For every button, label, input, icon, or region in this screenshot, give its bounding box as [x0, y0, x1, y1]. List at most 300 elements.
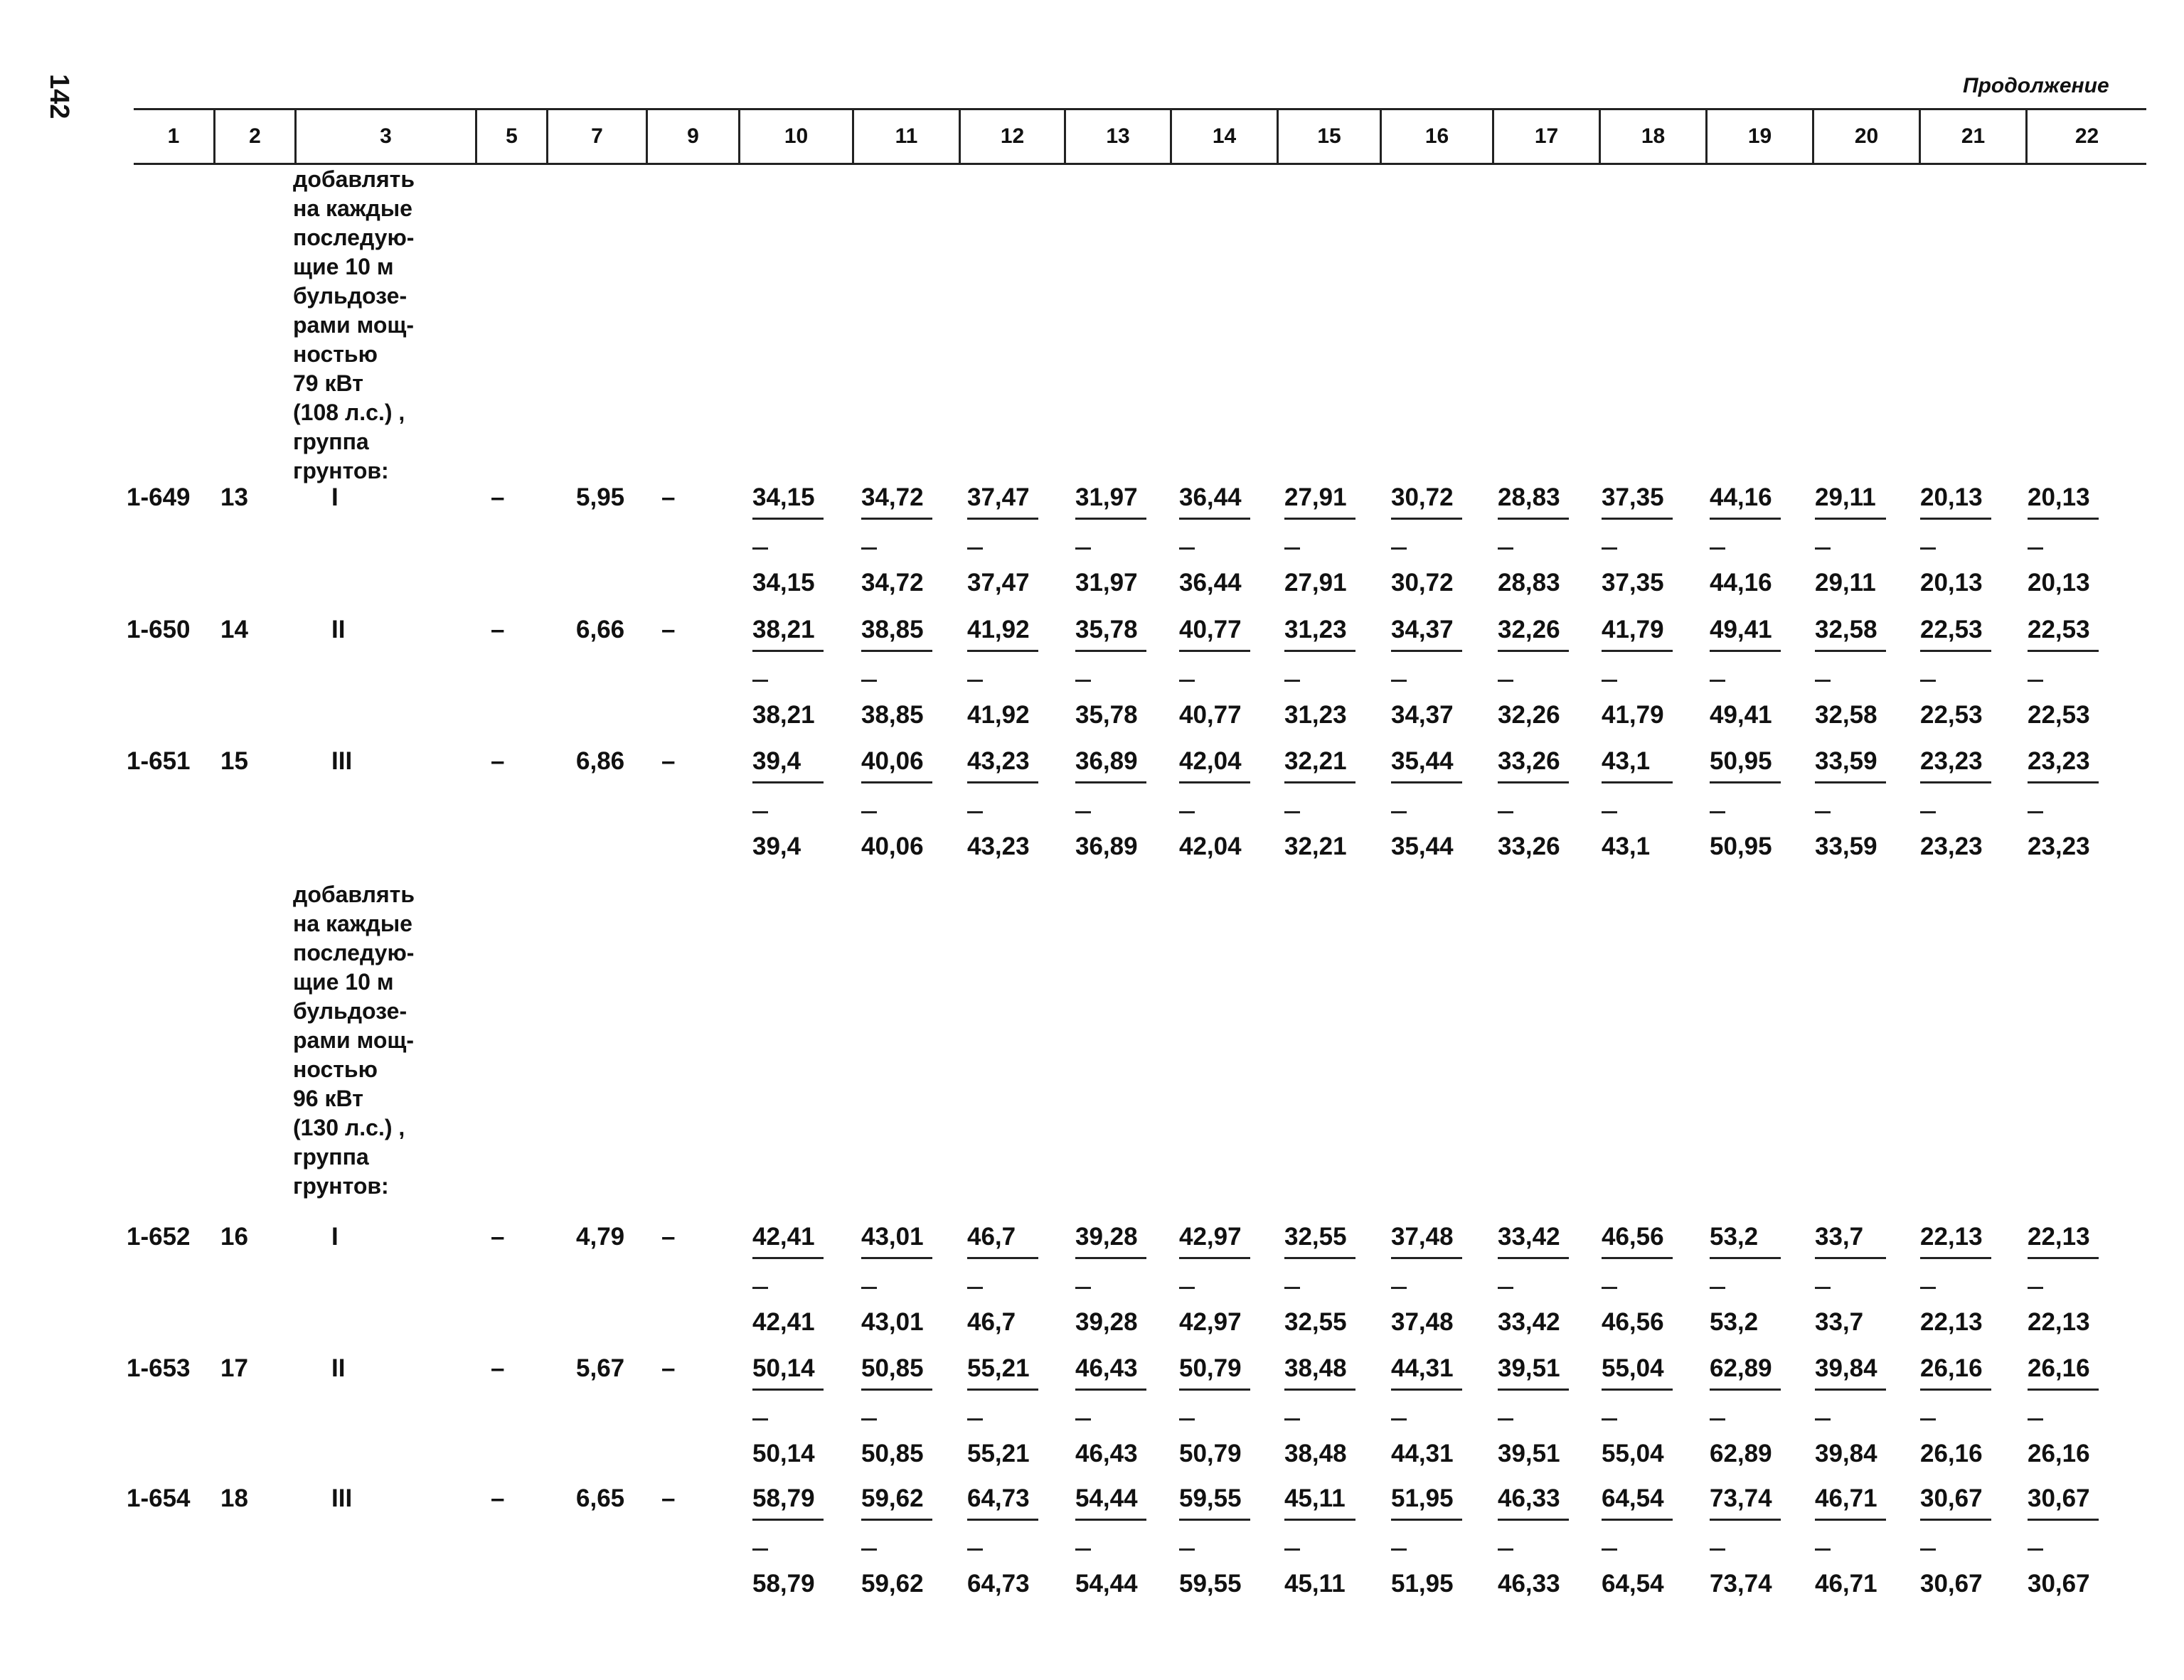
cell-col-9: –: [661, 616, 676, 643]
numerator-dash: [1179, 1287, 1195, 1289]
fraction-bar: [1920, 1257, 1991, 1259]
row-number: 17: [220, 1354, 248, 1382]
header-col-22: 22: [2025, 110, 2146, 163]
value-numerator: 26,16: [2028, 1354, 2090, 1382]
numerator-dash: [1498, 547, 1513, 550]
value-numerator: 50,14: [752, 1354, 815, 1382]
fraction-bar: [1920, 1519, 1991, 1521]
cell-col-7: 4,79: [576, 1223, 625, 1251]
fraction-bar: [861, 518, 932, 520]
numerator-dash: [967, 1287, 983, 1289]
value-denominator: 30,72: [1391, 569, 1454, 596]
value-denominator: 34,15: [752, 569, 815, 596]
value-numerator: 38,21: [752, 616, 815, 643]
value-denominator: 40,06: [861, 833, 924, 860]
numerator-dash: [967, 1548, 983, 1551]
fraction-bar: [1179, 518, 1250, 520]
value-denominator: 41,79: [1602, 701, 1664, 729]
value-denominator: 35,78: [1075, 701, 1138, 729]
soil-group: I: [331, 483, 339, 511]
numerator-dash: [1498, 811, 1513, 813]
numerator-dash: [1179, 680, 1195, 682]
value-denominator: 55,04: [1602, 1440, 1664, 1467]
fraction-bar: [1075, 781, 1146, 783]
fraction-bar: [1284, 1389, 1355, 1391]
fraction-bar: [1710, 1389, 1781, 1391]
description-line: рами мощ-: [293, 312, 415, 338]
value-denominator: 50,79: [1179, 1440, 1242, 1467]
value-denominator: 33,26: [1498, 833, 1560, 860]
header-col-18: 18: [1599, 110, 1705, 163]
numerator-dash: [861, 1548, 877, 1551]
numerator-dash: [1284, 680, 1300, 682]
numerator-dash: [1284, 811, 1300, 813]
value-denominator: 32,26: [1498, 701, 1560, 729]
fraction-bar: [1710, 1519, 1781, 1521]
header-col-17: 17: [1492, 110, 1599, 163]
row-number: 18: [220, 1484, 248, 1512]
fraction-bar: [1075, 518, 1146, 520]
value-denominator: 22,53: [1920, 701, 1983, 729]
cell-col-5: –: [491, 1223, 505, 1251]
header-col-5: 5: [475, 110, 546, 163]
cell-col-9: –: [661, 1484, 676, 1512]
fraction-bar: [1602, 1389, 1673, 1391]
value-denominator: 34,37: [1391, 701, 1454, 729]
description-line: щие 10 м: [293, 254, 394, 279]
numerator-dash: [1075, 680, 1091, 682]
fraction-bar: [1710, 781, 1781, 783]
header-col-12: 12: [959, 110, 1064, 163]
numerator-dash: [1284, 1548, 1300, 1551]
page-number: 142: [44, 74, 74, 119]
row-number: 15: [220, 747, 248, 775]
value-numerator: 37,35: [1602, 483, 1664, 511]
numerator-dash: [1179, 811, 1195, 813]
value-denominator: 37,47: [967, 569, 1030, 596]
description-line: грунтов:: [293, 458, 389, 483]
value-denominator: 36,44: [1179, 569, 1242, 596]
fraction-bar: [1284, 781, 1355, 783]
value-numerator: 32,58: [1815, 616, 1877, 643]
fraction-bar: [1602, 650, 1673, 652]
value-numerator: 32,26: [1498, 616, 1560, 643]
row-code: 1-653: [127, 1354, 191, 1382]
numerator-dash: [1391, 1287, 1407, 1289]
cell-col-7: 6,86: [576, 747, 625, 775]
numerator-dash: [1602, 811, 1617, 813]
header-col-7: 7: [546, 110, 646, 163]
header-col-19: 19: [1705, 110, 1812, 163]
description-line: на каждые: [293, 911, 412, 936]
fraction-bar: [1602, 518, 1673, 520]
fraction-bar: [861, 650, 932, 652]
value-denominator: 64,54: [1602, 1570, 1664, 1598]
cell-col-9: –: [661, 747, 676, 775]
value-numerator: 34,37: [1391, 616, 1454, 643]
fraction-bar: [1710, 650, 1781, 652]
group-description: [293, 165, 415, 486]
value-numerator: 39,28: [1075, 1223, 1138, 1251]
value-denominator: 30,67: [2028, 1570, 2090, 1598]
header-col-21: 21: [1919, 110, 2025, 163]
value-numerator: 45,11: [1284, 1484, 1346, 1512]
numerator-dash: [1284, 1418, 1300, 1420]
value-numerator: 36,44: [1179, 483, 1242, 511]
value-numerator: 59,55: [1179, 1484, 1242, 1512]
header-col-10: 10: [738, 110, 852, 163]
value-numerator: 42,97: [1179, 1223, 1242, 1251]
value-numerator: 39,4: [752, 747, 801, 775]
soil-group: III: [331, 1484, 353, 1512]
row-number: 13: [220, 483, 248, 511]
fraction-bar: [1179, 650, 1250, 652]
value-numerator: 41,79: [1602, 616, 1664, 643]
value-numerator: 42,04: [1179, 747, 1242, 775]
value-numerator: 41,92: [967, 616, 1030, 643]
numerator-dash: [1602, 1548, 1617, 1551]
numerator-dash: [1815, 1287, 1831, 1289]
description-line: щие 10 м: [293, 969, 394, 995]
fraction-bar: [1920, 518, 1991, 520]
fraction-bar: [967, 650, 1038, 652]
numerator-dash: [1920, 547, 1936, 550]
value-denominator: 43,23: [967, 833, 1030, 860]
header-col-2: 2: [213, 110, 294, 163]
header-col-20: 20: [1812, 110, 1919, 163]
value-denominator: 42,97: [1179, 1308, 1242, 1336]
value-numerator: 40,06: [861, 747, 924, 775]
value-denominator: 20,13: [1920, 569, 1983, 596]
numerator-dash: [752, 811, 768, 813]
value-numerator: 50,79: [1179, 1354, 1242, 1382]
numerator-dash: [2028, 811, 2043, 813]
value-numerator: 23,23: [1920, 747, 1983, 775]
value-numerator: 55,21: [967, 1354, 1030, 1382]
fraction-bar: [1920, 781, 1991, 783]
cell-col-5: –: [491, 1484, 505, 1512]
value-denominator: 31,23: [1284, 701, 1347, 729]
description-line: ностью: [293, 341, 378, 367]
row-code: 1-652: [127, 1223, 191, 1251]
value-numerator: 33,7: [1815, 1223, 1864, 1251]
value-numerator: 46,71: [1815, 1484, 1877, 1512]
value-denominator: 62,89: [1710, 1440, 1772, 1467]
header-col-1: 1: [167, 124, 180, 148]
header-col-3: 3: [294, 110, 475, 163]
fraction-bar: [1391, 518, 1462, 520]
value-denominator: 31,97: [1075, 569, 1138, 596]
soil-group: I: [331, 1223, 339, 1251]
numerator-dash: [1602, 680, 1617, 682]
numerator-dash: [752, 1548, 768, 1551]
value-denominator: 53,2: [1710, 1308, 1759, 1336]
value-denominator: 46,43: [1075, 1440, 1138, 1467]
value-denominator: 33,59: [1815, 833, 1877, 860]
group-description: [293, 880, 415, 1201]
numerator-dash: [1498, 1287, 1513, 1289]
numerator-dash: [861, 680, 877, 682]
value-numerator: 23,23: [2028, 747, 2090, 775]
description-line: ностью: [293, 1056, 378, 1082]
fraction-bar: [2028, 1519, 2099, 1521]
value-numerator: 30,67: [2028, 1484, 2090, 1512]
value-denominator: 36,89: [1075, 833, 1138, 860]
fraction-bar: [1391, 1257, 1462, 1259]
value-denominator: 33,42: [1498, 1308, 1560, 1336]
row-code: 1-651: [127, 747, 191, 775]
numerator-dash: [861, 1418, 877, 1420]
value-denominator: 55,21: [967, 1440, 1030, 1467]
value-denominator: 54,44: [1075, 1570, 1138, 1598]
cell-col-7: 5,67: [576, 1354, 625, 1382]
fraction-bar: [1391, 650, 1462, 652]
description-line: бульдозе-: [293, 283, 407, 309]
numerator-dash: [1179, 547, 1195, 550]
value-numerator: 46,7: [967, 1223, 1016, 1251]
numerator-dash: [967, 1418, 983, 1420]
value-numerator: 37,47: [967, 483, 1030, 511]
description-line: грунтов:: [293, 1173, 389, 1199]
value-numerator: 54,44: [1075, 1484, 1138, 1512]
value-numerator: 22,53: [1920, 616, 1983, 643]
numerator-dash: [1179, 1418, 1195, 1420]
numerator-dash: [1498, 1418, 1513, 1420]
numerator-dash: [1920, 1287, 1936, 1289]
value-denominator: 22,53: [2028, 701, 2090, 729]
value-numerator: 30,67: [1920, 1484, 1983, 1512]
numerator-dash: [2028, 547, 2043, 550]
value-numerator: 44,16: [1710, 483, 1772, 511]
fraction-bar: [1075, 1519, 1146, 1521]
cell-col-9: –: [661, 483, 676, 511]
fraction-bar: [1815, 1389, 1886, 1391]
numerator-dash: [1710, 680, 1725, 682]
value-numerator: 59,62: [861, 1484, 924, 1512]
value-denominator: 50,95: [1710, 833, 1772, 860]
value-numerator: 31,97: [1075, 483, 1138, 511]
value-denominator: 27,91: [1284, 569, 1347, 596]
description-line: последую-: [293, 940, 415, 965]
fraction-bar: [1075, 650, 1146, 652]
fraction-bar: [2028, 1257, 2099, 1259]
soil-group: II: [331, 1354, 346, 1382]
value-denominator: 23,23: [1920, 833, 1983, 860]
value-denominator: 46,71: [1815, 1570, 1877, 1598]
value-denominator: 64,73: [967, 1570, 1030, 1598]
cell-col-5: –: [491, 747, 505, 775]
value-denominator: 32,21: [1284, 833, 1347, 860]
fraction-bar: [1075, 1389, 1146, 1391]
fraction-bar: [1179, 1519, 1250, 1521]
fraction-bar: [1815, 781, 1886, 783]
value-denominator: 22,13: [2028, 1308, 2090, 1336]
value-denominator: 42,04: [1179, 833, 1242, 860]
value-denominator: 37,35: [1602, 569, 1664, 596]
value-numerator: 46,43: [1075, 1354, 1138, 1382]
numerator-dash: [1391, 1418, 1407, 1420]
value-numerator: 50,85: [861, 1354, 924, 1382]
value-denominator: 23,23: [2028, 833, 2090, 860]
fraction-bar: [1815, 1519, 1886, 1521]
fraction-bar: [2028, 781, 2099, 783]
fraction-bar: [1391, 1519, 1462, 1521]
table-header: [134, 108, 2146, 165]
numerator-dash: [1710, 547, 1725, 550]
numerator-dash: [1075, 1418, 1091, 1420]
numerator-dash: [1815, 547, 1831, 550]
description-line: 96 кВт: [293, 1086, 363, 1111]
value-denominator: 43,1: [1602, 833, 1651, 860]
fraction-bar: [1710, 518, 1781, 520]
value-numerator: 22,53: [2028, 616, 2090, 643]
header-col-16: 16: [1380, 110, 1492, 163]
description-line: добавлять: [293, 166, 415, 192]
value-numerator: 37,48: [1391, 1223, 1454, 1251]
value-numerator: 32,55: [1284, 1223, 1347, 1251]
value-denominator: 46,7: [967, 1308, 1016, 1336]
value-numerator: 31,23: [1284, 616, 1347, 643]
fraction-bar: [752, 1519, 824, 1521]
value-denominator: 46,33: [1498, 1570, 1560, 1598]
fraction-bar: [861, 1389, 932, 1391]
value-denominator: 59,62: [861, 1570, 924, 1598]
cell-col-9: –: [661, 1354, 676, 1382]
fraction-bar: [967, 1389, 1038, 1391]
numerator-dash: [1710, 1418, 1725, 1420]
numerator-dash: [1920, 1548, 1936, 1551]
fraction-bar: [861, 781, 932, 783]
numerator-dash: [2028, 1548, 2043, 1551]
value-denominator: 40,77: [1179, 701, 1242, 729]
description-line: группа: [293, 429, 369, 454]
value-denominator: 39,84: [1815, 1440, 1877, 1467]
value-denominator: 38,85: [861, 701, 924, 729]
numerator-dash: [2028, 1287, 2043, 1289]
fraction-bar: [1498, 1389, 1569, 1391]
value-denominator: 50,85: [861, 1440, 924, 1467]
value-numerator: 29,11: [1815, 483, 1876, 511]
fraction-bar: [752, 1389, 824, 1391]
description-line: группа: [293, 1144, 369, 1170]
description-line: 79 кВт: [293, 370, 363, 396]
value-denominator: 58,79: [752, 1570, 815, 1598]
value-denominator: 45,11: [1284, 1570, 1346, 1598]
header-col-13: 13: [1064, 110, 1170, 163]
header-col-15: 15: [1277, 110, 1380, 163]
continuation-label: Продолжение: [1963, 74, 2109, 97]
fraction-bar: [752, 781, 824, 783]
fraction-bar: [1498, 1257, 1569, 1259]
numerator-dash: [1391, 811, 1407, 813]
value-numerator: 46,56: [1602, 1223, 1664, 1251]
value-numerator: 43,01: [861, 1223, 924, 1251]
numerator-dash: [967, 680, 983, 682]
value-numerator: 55,04: [1602, 1354, 1664, 1382]
value-denominator: 51,95: [1391, 1570, 1454, 1598]
numerator-dash: [1710, 1548, 1725, 1551]
fraction-bar: [1498, 1519, 1569, 1521]
numerator-dash: [1710, 1287, 1725, 1289]
value-denominator: 32,55: [1284, 1308, 1347, 1336]
value-numerator: 51,95: [1391, 1484, 1454, 1512]
numerator-dash: [1815, 1548, 1831, 1551]
cell-col-5: –: [491, 616, 505, 643]
value-denominator: 44,31: [1391, 1440, 1454, 1467]
numerator-dash: [1075, 1287, 1091, 1289]
value-numerator: 46,33: [1498, 1484, 1560, 1512]
value-numerator: 43,23: [967, 747, 1030, 775]
numerator-dash: [1815, 1418, 1831, 1420]
numerator-dash: [1391, 680, 1407, 682]
description-line: рами мощ-: [293, 1027, 415, 1053]
value-denominator: 33,7: [1815, 1308, 1864, 1336]
row-code: 1-650: [127, 616, 191, 643]
numerator-dash: [861, 811, 877, 813]
numerator-dash: [1391, 547, 1407, 550]
value-denominator: 46,56: [1602, 1308, 1664, 1336]
fraction-bar: [1815, 650, 1886, 652]
numerator-dash: [1075, 811, 1091, 813]
value-denominator: 38,48: [1284, 1440, 1347, 1467]
fraction-bar: [1815, 518, 1886, 520]
value-numerator: 39,51: [1498, 1354, 1560, 1382]
numerator-dash: [967, 547, 983, 550]
fraction-bar: [1284, 650, 1355, 652]
fraction-bar: [2028, 518, 2099, 520]
numerator-dash: [752, 1418, 768, 1420]
numerator-dash: [752, 547, 768, 550]
value-numerator: 28,83: [1498, 483, 1560, 511]
fraction-bar: [1920, 1389, 1991, 1391]
value-numerator: 35,44: [1391, 747, 1454, 775]
fraction-bar: [1602, 1519, 1673, 1521]
value-numerator: 40,77: [1179, 616, 1242, 643]
value-numerator: 20,13: [1920, 483, 1983, 511]
numerator-dash: [1920, 811, 1936, 813]
description-line: (108 л.с.) ,: [293, 400, 405, 425]
soil-group: II: [331, 616, 346, 643]
value-numerator: 33,59: [1815, 747, 1877, 775]
value-numerator: 27,91: [1284, 483, 1347, 511]
description-line: добавлять: [293, 882, 415, 907]
numerator-dash: [2028, 680, 2043, 682]
value-numerator: 38,48: [1284, 1354, 1347, 1382]
header-col-11: 11: [852, 110, 959, 163]
value-numerator: 20,13: [2028, 483, 2090, 511]
numerator-dash: [752, 1287, 768, 1289]
cell-col-7: 5,95: [576, 483, 625, 511]
value-denominator: 29,11: [1815, 569, 1876, 596]
fraction-bar: [1710, 1257, 1781, 1259]
numerator-dash: [1075, 547, 1091, 550]
value-denominator: 26,16: [1920, 1440, 1983, 1467]
cell-col-7: 6,66: [576, 616, 625, 643]
value-denominator: 22,13: [1920, 1308, 1983, 1336]
fraction-bar: [1602, 1257, 1673, 1259]
value-numerator: 33,42: [1498, 1223, 1560, 1251]
value-denominator: 44,16: [1710, 569, 1772, 596]
numerator-dash: [1602, 1287, 1617, 1289]
row-code: 1-654: [127, 1484, 191, 1512]
value-denominator: 35,44: [1391, 833, 1454, 860]
value-numerator: 36,89: [1075, 747, 1138, 775]
description-line: последую-: [293, 225, 415, 250]
value-denominator: 42,41: [752, 1308, 815, 1336]
fraction-bar: [1391, 1389, 1462, 1391]
description-line: бульдозе-: [293, 998, 407, 1024]
value-numerator: 34,72: [861, 483, 924, 511]
